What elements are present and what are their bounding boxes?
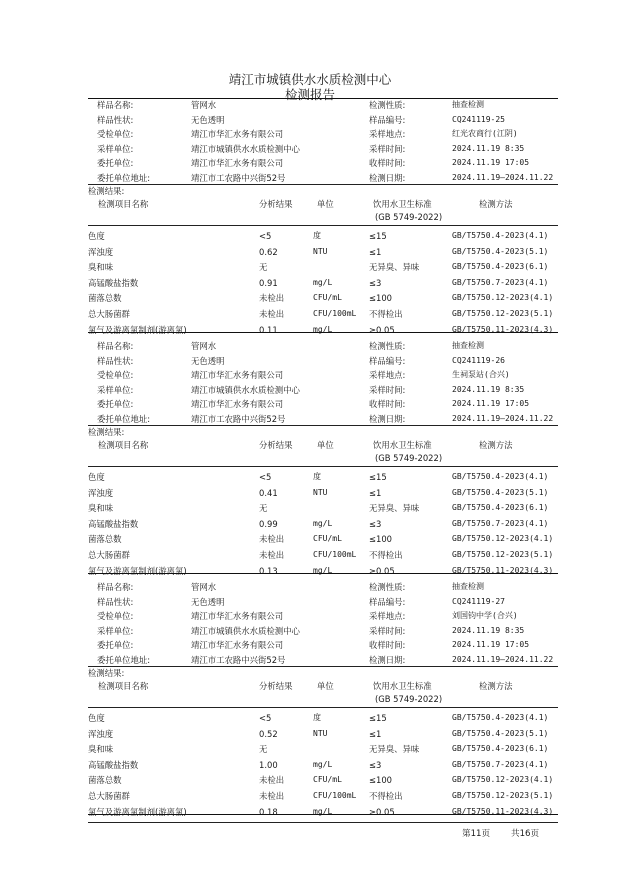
cell-result: 0.11 [259,324,278,335]
cell-method: GB/T5750.11-2023(4.3) [452,565,554,575]
value-sample-name: 管网水 [191,582,217,592]
cell-method: GB/T5750.7-2023(4.1) [452,759,549,769]
cell-method: GB/T5750.12-2023(4.1) [452,534,554,544]
title-rule [88,98,558,99]
header-result: 分析结果 [259,199,293,209]
results-label: 检测结果: [88,427,125,437]
label-client-unit: 受检单位: [97,611,134,622]
label-receive-time: 收样时间: [369,640,406,651]
label-entrust-unit: 委托单位: [97,640,134,651]
cell-unit: CFU/100mL [313,791,357,800]
cell-standard: ≤1 [369,487,382,498]
value-receive-time: 2024.11.19 17:05 [452,158,530,168]
cell-standard: ≥0.05 [369,324,395,335]
cell-unit: 度 [313,713,321,722]
label-test-date: 检测日期: [369,414,406,424]
cell-item: 氯气及游离氯制剂(游离氯) [88,324,187,335]
header-standard-code: (GB 5749-2022) [375,694,443,704]
cell-standard: ≤3 [369,759,382,770]
label-client-unit: 受检单位: [97,370,134,381]
cell-standard: 不得检出 [369,309,403,319]
label-entrust-unit: 委托单位: [97,399,134,410]
cell-unit: mg/L [313,565,333,575]
label-sampling-unit: 采样单位: [97,384,134,395]
cell-item: 高锰酸盐指数 [88,277,139,288]
cell-result: <5 [259,472,272,482]
sample-section [0,582,620,822]
cell-item: 浑浊度 [88,246,114,257]
value-client-unit: 靖江市华汇水务有限公司 [191,611,284,622]
cell-item: 总大肠菌群 [88,309,130,319]
cell-item: 浑浊度 [88,487,114,498]
cell-result: 1.00 [259,759,278,770]
header-rule [88,225,558,226]
label-sampling-time: 采样时间: [369,384,406,395]
value-sample-nature: 无色透明 [191,355,225,366]
value-sampling-time: 2024.11.19 8:35 [452,625,525,635]
label-test-nature: 检测性质: [369,582,406,592]
label-sample-name: 样品名称: [97,100,134,110]
value-client-unit: 靖江市华汇水务有限公司 [191,370,284,381]
cell-method: GB/T5750.4-2023(4.1) [452,472,549,481]
header-rule [88,707,558,708]
value-sampling-site: 生祠泵站(合兴) [452,370,510,380]
cell-result: 0.62 [259,246,278,257]
value-sample-name: 管网水 [191,341,217,351]
label-entrust-addr: 委托单位地址: [97,414,151,424]
header-item: 检测项目名称 [98,440,149,450]
header-item: 检测项目名称 [98,199,149,209]
value-sampling-site: 红光农商行(江阴) [452,129,518,139]
header-standard-code: (GB 5749-2022) [375,212,443,222]
sample-section [0,341,620,581]
cell-item: 菌落总数 [88,775,122,786]
page-total: 共16页 [511,829,540,839]
label-sampling-unit: 采样单位: [97,625,134,636]
cell-item: 高锰酸盐指数 [88,759,139,770]
cell-unit: CFU/mL [313,293,342,303]
label-test-nature: 检测性质: [369,341,406,351]
label-entrust-addr: 委托单位地址: [97,173,151,183]
cell-unit: CFU/100mL [313,550,357,559]
cell-method: GB/T5750.11-2023(4.3) [452,806,554,816]
cell-item: 菌落总数 [88,293,122,304]
cell-standard: ≤15 [369,472,387,482]
value-test-date: 2024.11.19—2024.11.22 [452,414,554,423]
label-sample-name: 样品名称: [97,341,134,351]
cell-standard: ≤100 [369,293,393,304]
section-end-rule [88,573,558,574]
value-sample-no: CQ241119-26 [452,355,505,365]
cell-result: 0.18 [259,806,278,817]
cell-unit: 度 [313,231,321,240]
cell-item: 总大肠菌群 [88,791,130,801]
label-sample-nature: 样品性状: [97,596,134,607]
cell-item: 色度 [88,472,105,482]
cell-standard: 不得检出 [369,791,403,801]
cell-standard: 无异臭、异味 [369,744,420,755]
cell-item: 色度 [88,713,105,723]
cell-unit: mg/L [313,518,333,528]
value-test-date: 2024.11.19—2024.11.22 [452,173,554,182]
org-title: 靖江市城镇供水水质检测中心 [228,72,392,87]
cell-unit: CFU/mL [313,775,342,785]
header-unit: 单位 [317,199,334,209]
cell-result: 无 [259,503,268,514]
header-rule [88,466,558,467]
label-entrust-unit: 委托单位: [97,158,134,169]
cell-result: 未检出 [259,534,285,545]
header-standard: 饮用水卫生标准 [373,199,432,209]
cell-method: GB/T5750.7-2023(4.1) [452,518,549,528]
cell-item: 色度 [88,231,105,241]
value-test-date: 2024.11.19—2024.11.22 [452,655,554,664]
label-sampling-unit: 采样单位: [97,143,134,154]
cell-result: 0.41 [259,487,278,498]
header-result: 分析结果 [259,440,293,450]
label-sampling-site: 采样地点: [369,370,406,381]
value-client-unit: 靖江市华汇水务有限公司 [191,129,284,140]
cell-unit: CFU/mL [313,534,342,544]
cell-result: 0.52 [259,728,278,739]
header-unit: 单位 [317,440,334,450]
cell-result: 0.99 [259,518,278,529]
label-sampling-site: 采样地点: [369,129,406,140]
value-receive-time: 2024.11.19 17:05 [452,399,530,409]
cell-standard: ≤3 [369,518,382,529]
cell-result: 无 [259,262,268,273]
doc-title: 检测报告 [284,87,335,102]
value-sample-nature: 无色透明 [191,596,225,607]
header-standard-code: (GB 5749-2022) [375,453,443,463]
header-standard: 饮用水卫生标准 [373,681,432,691]
label-sample-nature: 样品性状: [97,114,134,125]
label-sample-no: 样品编号: [369,355,406,366]
cell-method: GB/T5750.12-2023(4.1) [452,293,554,303]
value-test-nature: 抽查检测 [452,341,484,350]
cell-result: <5 [259,713,272,723]
label-sampling-time: 采样时间: [369,143,406,154]
cell-result: 0.91 [259,277,278,288]
header-item: 检测项目名称 [98,681,149,691]
cell-unit: mg/L [313,759,333,769]
label-sampling-time: 采样时间: [369,625,406,636]
header-method: 检测方法 [479,440,513,450]
cell-method: GB/T5750.11-2023(4.3) [452,324,554,334]
cell-unit: mg/L [313,806,333,816]
page-number: 第11页 [462,829,491,839]
cell-standard: ≤15 [369,231,387,241]
cell-item: 菌落总数 [88,534,122,545]
cell-method: GB/T5750.4-2023(6.1) [452,262,549,272]
value-sampling-time: 2024.11.19 8:35 [452,384,525,394]
cell-standard: 不得检出 [369,550,403,560]
label-entrust-addr: 委托单位地址: [97,655,151,665]
cell-item: 臭和味 [88,744,114,755]
value-sampling-unit: 靖江市城镇供水水质检测中心 [191,625,300,636]
label-test-date: 检测日期: [369,173,406,183]
cell-item: 氯气及游离氯制剂(游离氯) [88,806,187,817]
cell-unit: NTU [313,487,328,497]
value-entrust-addr: 靖江市工农路中兴街52号 [191,173,286,183]
cell-method: GB/T5750.12-2023(5.1) [452,309,554,318]
cell-method: GB/T5750.4-2023(5.1) [452,246,549,256]
cell-standard: ≤100 [369,534,393,545]
label-receive-time: 收样时间: [369,158,406,169]
cell-item: 总大肠菌群 [88,550,130,560]
value-test-nature: 抽查检测 [452,582,484,591]
cell-result: 无 [259,744,268,755]
cell-standard: ≤1 [369,246,382,257]
cell-method: GB/T5750.4-2023(5.1) [452,728,549,738]
value-sample-name: 管网水 [191,100,217,110]
cell-method: GB/T5750.4-2023(5.1) [452,487,549,497]
cell-result: 未检出 [259,791,285,801]
value-test-nature: 抽查检测 [452,100,484,109]
value-entrust-addr: 靖江市工农路中兴街52号 [191,414,286,424]
bottom-rule [88,822,558,823]
cell-result: <5 [259,231,272,241]
results-label: 检测结果: [88,668,125,678]
section-end-rule [88,332,558,333]
cell-unit: NTU [313,728,328,738]
cell-standard: ≤3 [369,277,382,288]
cell-method: GB/T5750.12-2023(4.1) [452,775,554,785]
cell-method: GB/T5750.7-2023(4.1) [452,277,549,287]
cell-method: GB/T5750.4-2023(4.1) [452,231,549,240]
sample-section [0,100,620,340]
cell-method: GB/T5750.4-2023(6.1) [452,503,549,513]
cell-unit: 度 [313,472,321,481]
value-sample-nature: 无色透明 [191,114,225,125]
value-entrust-unit: 靖江市华汇水务有限公司 [191,158,284,169]
cell-item: 氯气及游离氯制剂(游离氯) [88,565,187,576]
value-entrust-unit: 靖江市华汇水务有限公司 [191,640,284,651]
header-method: 检测方法 [479,681,513,691]
cell-item: 浑浊度 [88,728,114,739]
cell-standard: ≥0.05 [369,806,395,817]
label-test-date: 检测日期: [369,655,406,665]
cell-result: 未检出 [259,775,285,786]
cell-standard: 无异臭、异味 [369,262,420,273]
info-rule [88,184,558,185]
cell-standard: ≤1 [369,728,382,739]
value-sample-no: CQ241119-27 [452,596,505,606]
value-sample-no: CQ241119-25 [452,114,505,124]
value-sampling-unit: 靖江市城镇供水水质检测中心 [191,143,300,154]
cell-method: GB/T5750.12-2023(5.1) [452,791,554,800]
value-sampling-unit: 靖江市城镇供水水质检测中心 [191,384,300,395]
header-unit: 单位 [317,681,334,691]
value-entrust-unit: 靖江市华汇水务有限公司 [191,399,284,410]
value-sampling-site: 刘国钧中学(合兴) [452,611,518,621]
cell-result: 0.13 [259,565,278,576]
info-rule [88,425,558,426]
cell-standard: ≤100 [369,775,393,786]
cell-method: GB/T5750.4-2023(6.1) [452,744,549,754]
results-label: 检测结果: [88,186,125,196]
cell-standard: ≥0.05 [369,565,395,576]
cell-result: 未检出 [259,293,285,304]
header-result: 分析结果 [259,681,293,691]
cell-unit: mg/L [313,324,333,334]
label-sample-no: 样品编号: [369,596,406,607]
cell-result: 未检出 [259,309,285,319]
cell-unit: mg/L [313,277,333,287]
cell-unit: CFU/100mL [313,309,357,318]
cell-standard: 无异臭、异味 [369,503,420,514]
cell-method: GB/T5750.12-2023(5.1) [452,550,554,559]
cell-result: 未检出 [259,550,285,560]
cell-item: 臭和味 [88,503,114,514]
label-sampling-site: 采样地点: [369,611,406,622]
info-rule [88,666,558,667]
header-method: 检测方法 [479,199,513,209]
label-sample-no: 样品编号: [369,114,406,125]
cell-item: 高锰酸盐指数 [88,518,139,529]
label-receive-time: 收样时间: [369,399,406,410]
label-test-nature: 检测性质: [369,100,406,110]
value-entrust-addr: 靖江市工农路中兴街52号 [191,655,286,665]
cell-method: GB/T5750.4-2023(4.1) [452,713,549,722]
value-receive-time: 2024.11.19 17:05 [452,640,530,650]
label-client-unit: 受检单位: [97,129,134,140]
header-standard: 饮用水卫生标准 [373,440,432,450]
cell-unit: NTU [313,246,328,256]
label-sample-name: 样品名称: [97,582,134,592]
section-end-rule [88,814,558,815]
value-sampling-time: 2024.11.19 8:35 [452,143,525,153]
label-sample-nature: 样品性状: [97,355,134,366]
cell-item: 臭和味 [88,262,114,273]
cell-standard: ≤15 [369,713,387,723]
